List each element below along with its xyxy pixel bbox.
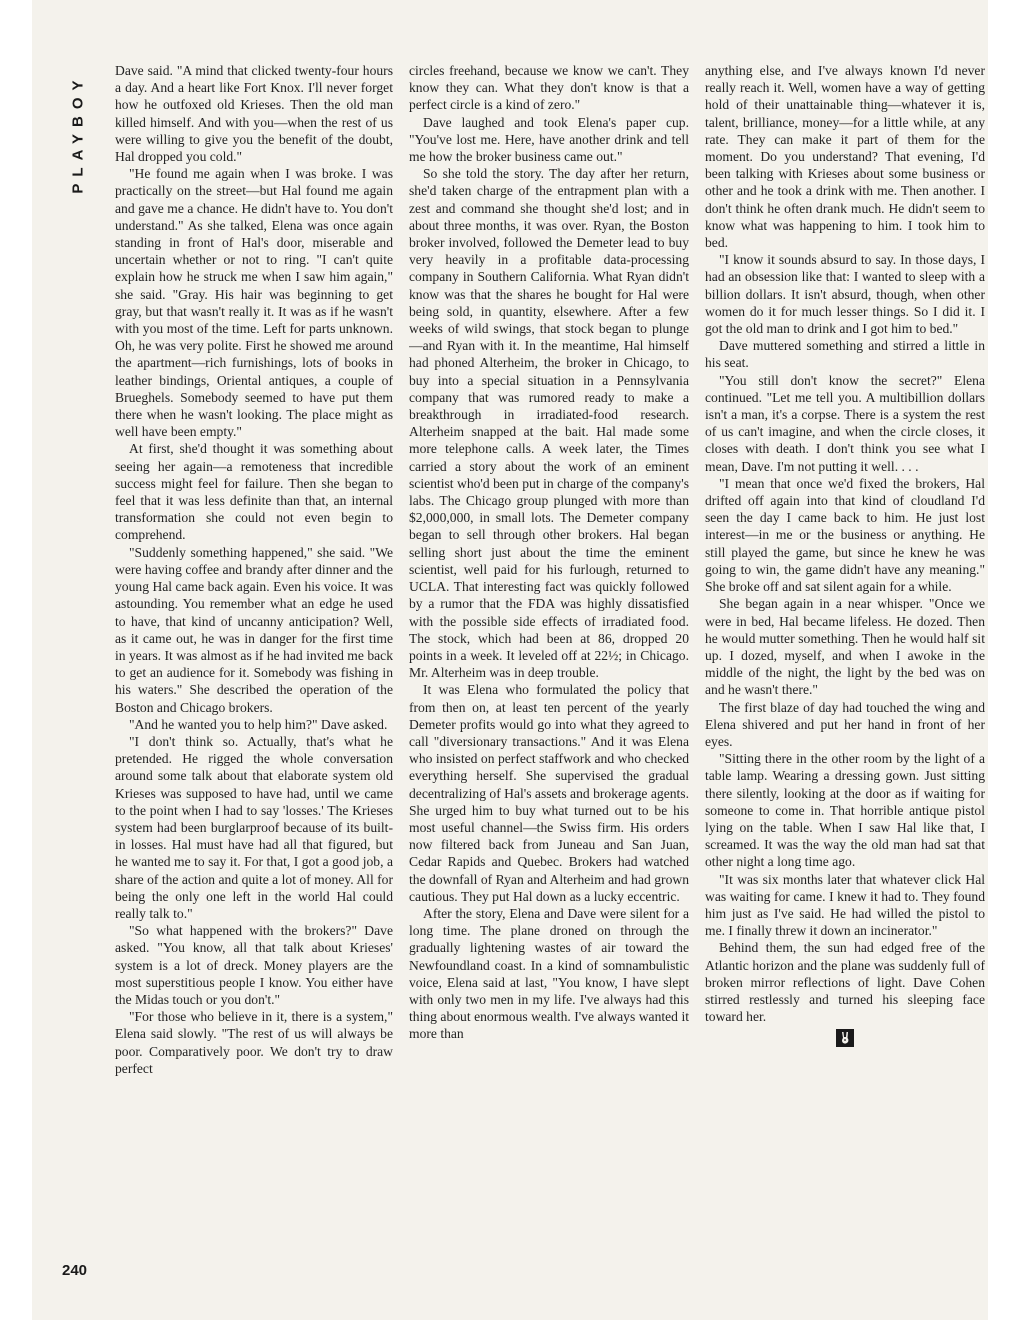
text-column-1 <box>115 62 393 1292</box>
paragraph: It was Elena who formulated the policy that from then on, at least ten percent of the yearly Demeter profits would go into what they agreed to call "diversionary transactions." And it was Elena who insisted on perfect staffwork and who checked everything herself. She supervised the gradual decentralizing of Hal's assets and brokerage agents. She urged him to buy what turned out to be his most useful channel—the Swiss firm. His orders now filtered back from Juneau and San Juan, Cedar Rapids and Quebec. Brokers had watched the downfall of Ryan and Alterheim and had grown cautious. They put Hal down as a lucky eccentric. <box>409 682 689 904</box>
paragraph: The first blaze of day had touched the wing and Elena shivered and put her hand in front of her eyes. <box>705 699 985 749</box>
text-column-2 <box>409 62 689 1292</box>
paragraph: circles freehand, because we know we can't. They know they can. What they don't know is that a perfect circle is a kind of zero." <box>409 63 689 113</box>
paragraph: "I don't think so. Actually, that's what he pretended. He rigged the whole conversation around some talk about that elaborate system old Krieses was supposed to have had, until we came to the point when I had to say 'losses.' The Krieses system had been burglarproof because of its built-in losses. Hal must have had all that figured, but he wanted me to say it. For that, I got a good job, a share of the action and quite a lot of money. All for being the only one left in the world Hal could really talk to." <box>115 733 393 921</box>
paragraph: Dave laughed and took Elena's paper cup. "You've lost me. Here, have another drink and tell me how the broker business came out." <box>409 114 689 165</box>
paragraph: anything else, and I've always known I'd never really reach it. Well, women have a way of getting hold of their unattainable thing—whatever it is, talent, brilliance, money—for a little while, at any rate. They can make it part of them for the moment. Do you understand? That evening, I'd been talking with Krieses about some business or other and he took a drink with me. Then another. I don't think he often drank much. He didn't seem to know what was happening to him. I took him to bed. <box>705 63 985 251</box>
paragraph: Dave muttered something and stirred a little in his seat. <box>705 338 985 371</box>
masthead <box>66 48 90 218</box>
scan-margin <box>0 0 32 1320</box>
text-column-3 <box>705 62 985 1292</box>
paragraph: So she told the story. The day after her return, she'd taken charge of the entrapment plan with a zest and command she thought she'd lost; and in about three months, it was over. Ryan, the Boston broker involved, followed the Demeter lead to buy very heavily in a profitable data-processing company in Southern California. What Ryan didn't know was that the shares he bought for Hal were being sold, in quantity, elsewhere. After a few weeks of wild swings, that stock began to plunge—and Ryan with it. In the meantime, Hal himself had phoned Alterheim, the broker in Chicago, to buy into a special situation in a Pennsylvania company that was rumored ready to make a breakthrough in irradiated-food research. Alterheim snapped at the bait. Hal made some more telephone calls. A week later, the Times carried a story about the work of an eminent scientist who'd been put in charge of the company's labs. The Chicago group plunged with more than $2,000,000, in small lots. The Demeter company began to sell through other brokers. Hal began selling short just about the time the eminent scientist, well paid for his furlough, returned to UCLA. That interesting fact was quickly followed by a rumor that the FDA was highly dissatisfied with the possible side effects of irradiated food. The stock, which had been at 86, dropped 20 points in a week. It leveled off at 22½; in Chicago. Mr. Alterheim was in deep trouble. <box>409 166 689 681</box>
rabbit-head-icon <box>836 1029 854 1047</box>
paragraph: "I mean that once we'd fixed the brokers, Hal drifted off again into that kind of cloudland I'd seen the day I came back to him. He just lost interest—in me or the business or anything. He still played the game, but since he knew he was going to win, the game didn't have any meaning." She broke off and sat silent again for a while. <box>705 475 985 595</box>
paragraph: "It was six months later that whatever click Hal was waiting for came. I knew it had to. They found him just as I've said. He had willed the pistol to me. I finally threw it down an incinerator." <box>705 871 985 939</box>
magazine-page <box>32 0 988 1320</box>
paragraph: "Sitting there in the other room by the light of a table lamp. Wearing a dressing gown. Just sitting there silently, looking at the door as if waiting for someone to come in. That horrible antique pistol lying on the table. When I saw Hal like that, I screamed. It was the way the old man had sat that other night a long time ago. <box>705 751 985 870</box>
paragraph: "He found me again when I was broke. I was practically on the street—but Hal found me again and gave me a chance. He didn't have to. You don't understand." As she talked, Elena was once again standing in front of Hal's door, miserable and uncertain whether or not to ring. "I can't quite explain how he struck me when I saw him again," she said. "Gray. His hair was beginning to get gray, but that wasn't really it. It was as if he wasn't with you most of the time. Left for parts unknown. Oh, he was very polite. First he showed me around the apartment—rich furnishings, lots of books in leather bindings, Oriental antiques, a couple of Brueghels. Somebody seemed to have put them there when he wasn't looking. The place might as well have been empty." <box>115 166 393 440</box>
paragraph: "Suddenly something happened," she said. "We were having coffee and brandy after dinner and the young Hal came back again. Even his voice. It was astounding. You remember what an edge he used to have, that kind of uncanny anticipation? Well, as it came out, he was in danger for the first time in years. It was almost as if he had invited me back to get an audience for it. Somebody was fishing in his waters." She described the operation of the Boston and Chicago brokers. <box>115 544 393 715</box>
paragraph: "You still don't know the secret?" Elena continued. "Let me tell you. A multibillion dollars isn't a man, it's a corpse. There is a system the rest of us can't imagine, and when the circle closes, it closes with death. I don't think you see what I mean, Dave. I'm not putting it well. . . . <box>705 372 985 474</box>
page-number: 240 <box>62 1262 88 1279</box>
paragraph: After the story, Elena and Dave were silent for a long time. The plane droned on through the gradually lightening wastes of air toward the Newfoundland coast. In a kind of somnambulistic voice, Elena said at last, "You know, I have slept with only two men in my life. I've always had this thing about enormous wealth. I've always wanted it more than <box>409 905 689 1042</box>
paragraph: "And he wanted you to help him?" Dave asked. <box>129 716 388 732</box>
paragraph: "I know it sounds absurd to say. In those days, I had an obsession like that: I wanted to sleep with a billion dollars. It isn't absurd, though, when other women do it for much lesser things. So I did it. I got the old man to drink and I got him to bed." <box>705 252 985 337</box>
magazine-title: PLAYBOY <box>69 72 87 194</box>
paragraph: "So what happened with the brokers?" Dave asked. "You know, all that talk about Krieses' system is a lot of dreck. Money players are the most superstitious people I know. You either have the Midas touch or you don't." <box>115 923 393 1007</box>
paragraph: At first, she'd thought it was something about seeing her again—a remoteness that incredible success might feel for failure. Then she began to feel that it was less definite than that, an internal transformation she could not even begin to comprehend. <box>115 441 393 543</box>
paragraph: She began again in a near whisper. "Once we were in bed, Hal became lifeless. He dozed. Then he would mutter something. Then he would half sit up. I dozed, myself, and when I awoke in the middle of the night, the light by the bed was on and he wasn't there." <box>705 596 985 698</box>
paragraph: "For those who believe in it, there is a system," Elena said slowly. "The rest of us will always be poor. Comparatively poor. We don't try to draw perfect <box>115 1009 393 1076</box>
paragraph: Behind them, the sun had edged free of the Atlantic horizon and the plane was suddenly full of broken mirror reflections of light. Dave Cohen stirred restlessly and turned his sleeping face toward her. <box>705 940 985 1025</box>
paragraph: Dave said. "A mind that clicked twenty-four hours a day. And a heart like Fort Knox. I'll never forget how he outfoxed old Krieses. Then the old man killed himself. And with you—when the rest of us were willing to give you the benefit of the doubt, Hal dropped you cold." <box>115 63 393 165</box>
